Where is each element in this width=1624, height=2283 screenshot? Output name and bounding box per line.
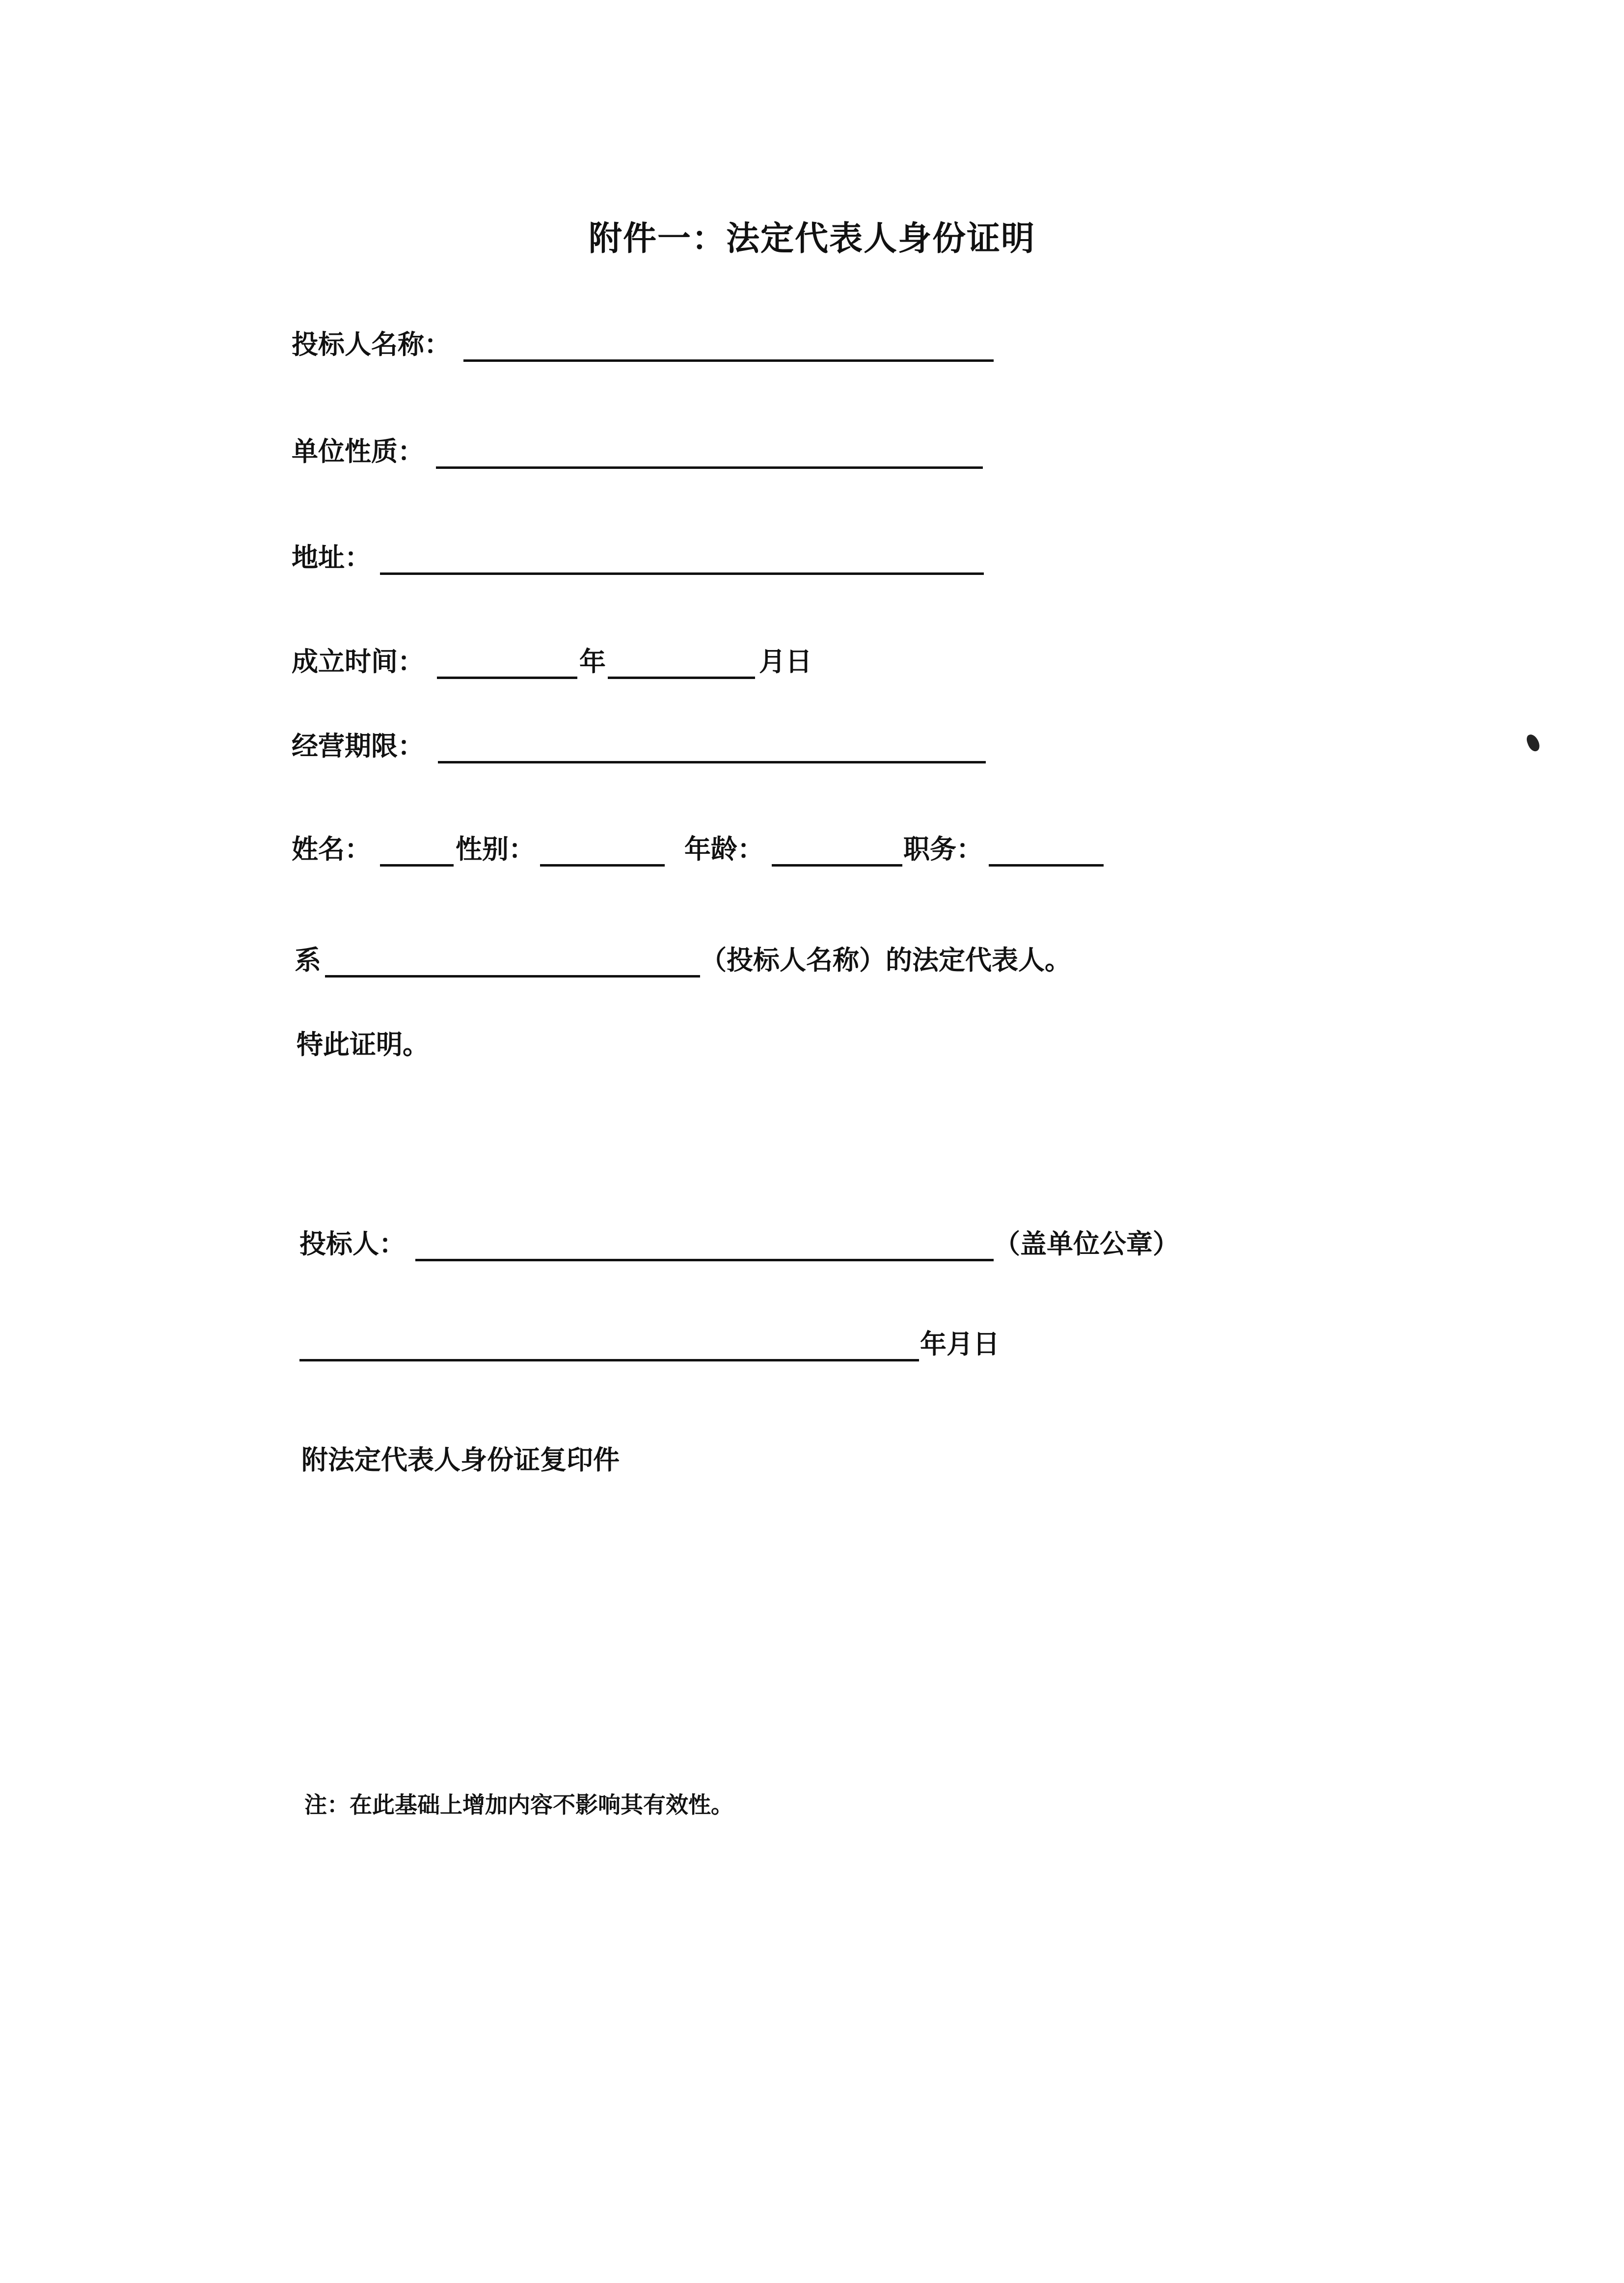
certify-text: 特此证明。 — [297, 1029, 429, 1060]
statement-bidder-name-line[interactable] — [325, 975, 700, 978]
age-label: 年龄： — [684, 834, 764, 865]
age-input-line[interactable] — [772, 864, 902, 867]
statement-prefix: 系 — [295, 945, 321, 976]
signature-date-input-line[interactable] — [299, 1359, 919, 1361]
gender-input-line[interactable] — [540, 864, 665, 867]
position-label: 职务： — [903, 834, 983, 865]
business-term-input-line[interactable] — [438, 761, 986, 763]
field-business-term — [292, 727, 1028, 766]
field-address — [292, 538, 1028, 577]
field-unit-nature — [292, 432, 1028, 471]
address-input-line[interactable] — [380, 572, 984, 575]
signature-date — [299, 1325, 1085, 1364]
footnote-text: 注：在此基础上增加内容不影响其有效性。 — [304, 1792, 733, 1818]
legal-representative-statement — [295, 941, 1178, 980]
founded-year-suffix: 年 — [579, 646, 606, 677]
founded-label: 成立时间： — [292, 646, 424, 677]
name-input-line[interactable] — [380, 864, 454, 867]
founded-month-day-suffix: 月日 — [759, 646, 812, 677]
bidder-name-input-line[interactable] — [463, 359, 994, 362]
scan-speck — [1525, 733, 1542, 753]
attachment-text: 附法定代表人身份证复印件 — [301, 1444, 620, 1475]
gender-label: 性别： — [456, 834, 535, 865]
founded-year-input-line[interactable] — [437, 677, 577, 679]
bidder-name-label: 投标人名称： — [292, 329, 451, 360]
document-title: 附件一：法定代表人身份证明 — [588, 219, 1035, 258]
footnote-line — [304, 1785, 992, 1824]
field-person-info — [292, 830, 1126, 869]
founded-month-input-line[interactable] — [608, 677, 755, 679]
address-label: 地址： — [292, 542, 371, 573]
seal-note: （盖单位公章） — [994, 1228, 1179, 1259]
attachment-line — [301, 1440, 891, 1480]
statement-suffix: （投标人名称）的法定代表人。 — [700, 945, 1071, 976]
signature-bidder-label: 投标人： — [299, 1228, 406, 1259]
signature-bidder-input-line[interactable] — [415, 1259, 994, 1261]
unit-nature-label: 单位性质： — [292, 436, 424, 467]
signature-date-suffix: 年月日 — [920, 1329, 1000, 1359]
field-founded-date — [292, 642, 1028, 681]
signature-bidder — [299, 1224, 1232, 1264]
business-term-label: 经营期限： — [292, 731, 424, 761]
name-label: 姓名： — [292, 834, 371, 865]
position-input-line[interactable] — [989, 864, 1104, 867]
field-bidder-name — [292, 325, 1028, 364]
certify-line — [297, 1025, 689, 1064]
unit-nature-input-line[interactable] — [436, 466, 983, 469]
